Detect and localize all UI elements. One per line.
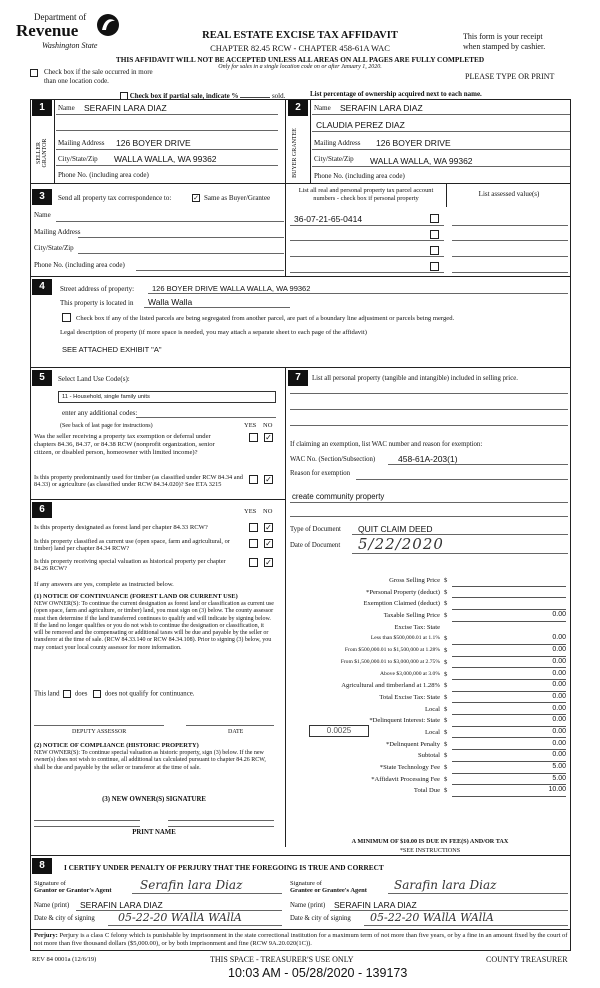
tax-row	[290, 623, 570, 635]
tax-row-value[interactable]: 5.00	[452, 763, 566, 774]
tax-row-dollar: $	[444, 635, 448, 643]
tax-row	[290, 775, 570, 787]
tax-row-dollar: $	[444, 588, 448, 596]
tax-row-dollar: $	[444, 787, 448, 795]
grantor-date-field[interactable]: 05-22-20 WAllA WAllA	[118, 911, 242, 924]
tax-row-dollar: $	[444, 670, 448, 678]
segregated-checkbox[interactable]	[62, 313, 71, 322]
tax-row-label: From $1,500,000.01 to $3,000,000 at 2.75%	[340, 658, 440, 665]
tax-row-label: Excise Tax: State	[394, 623, 440, 631]
tax-row	[290, 576, 570, 588]
tax-row	[290, 646, 570, 658]
please-type-label: PLEASE TYPE OR PRINT	[465, 72, 555, 81]
s5-no-label: NO	[263, 422, 273, 429]
legal-description-label: Legal description of property (if more space is needed, you may attach a separate sheet to each page of the affidavit)	[60, 329, 367, 336]
tax-row-dollar: $	[444, 600, 448, 608]
tax-row-dollar: $	[444, 775, 448, 783]
tax-row-dollar: $	[444, 577, 448, 584]
additional-codes-label: enter any additional codes:	[62, 409, 138, 417]
s6-no-label: NO	[263, 508, 273, 515]
doc-date-label: Date of Document	[290, 542, 341, 549]
treasurer-stamp: 10:03 AM - 05/28/2020 - 139173	[228, 966, 408, 980]
section-6-badge: 6	[32, 502, 52, 518]
section-1-badge: 1	[32, 100, 52, 116]
correspondence-city-label: City/State/Zip	[34, 244, 74, 252]
revenue-label: Revenue	[16, 21, 79, 40]
partial-sale-field[interactable]	[240, 90, 270, 98]
s5-q1-label: Was the seller receiving a property tax exemption or deferral under chapters 84.36, 84.37, or 84.38 RCW (nonprofit organization, senior citizen, or disabled person, homeowner with limited income)?	[34, 433, 215, 456]
land-does-not-checkbox[interactable]	[93, 690, 101, 698]
s6-q3-no-checkbox[interactable]: ✓	[265, 558, 272, 567]
located-in-label: This property is located in	[60, 299, 134, 307]
tax-row-label: Exemption Claimed (deduct)	[363, 600, 440, 608]
street-address-field[interactable]: 126 BOYER DRIVE WALLA WALLA, WA 99362	[152, 284, 311, 293]
see-back-label: (See back of last page for instructions)	[60, 423, 153, 429]
revenue-logo	[14, 10, 126, 54]
tax-row-dollar: $	[444, 764, 448, 771]
correspondence-name-label: Name	[34, 211, 51, 219]
multi-location-label: Check box if the sale occurred in more than one location code.	[44, 68, 153, 85]
form-chapter: CHAPTER 82.45 RCW - CHAPTER 458-61A WAC	[210, 43, 390, 53]
tax-row-value[interactable]: 0.00	[452, 693, 566, 704]
tax-row-value[interactable]: 0.00	[452, 634, 566, 645]
parcel-3-checkbox[interactable]	[430, 246, 439, 255]
grantee-sig-label: Signature of Grantee or Grantee's Agent	[290, 880, 367, 894]
notice-1-body: NEW OWNER(S): To continue the current designation as forest land or classification as current use (open space, farm and agriculture, or timber) land, you must sign on (3) below. The county assessor must then determine if the land transferred continues to qualify and will indicate by signing below. If the land no longer qualifies or you do not wish to continue the designation or classification, it will be removed and the compensating or additional taxes will be due and payable by the seller or transferor at the time of sale. (RCW 84.33.140 or RCW 84.34.108). Prior to signing (3) below, you may contact your local county assessor for more information.	[34, 601, 274, 651]
section-2-badge: 2	[288, 100, 308, 116]
tax-row-value[interactable]: 0.00	[452, 705, 566, 716]
parcel-2-checkbox[interactable]	[430, 230, 439, 239]
tax-row-dollar: $	[444, 705, 448, 713]
form-revision: REV 84 0001a (12/6/19)	[32, 956, 97, 963]
list-percentage-note: List percentage of ownership acquired next to each name.	[310, 90, 482, 98]
tax-row	[290, 681, 570, 693]
s6-q2-label: Is this property classified as current use (open space, farm and agricultural, or timber) land per chapter 84.34 RCW?	[34, 538, 230, 552]
dept-of-label: Department of	[34, 12, 87, 22]
tax-row-label: *State Technology Fee	[379, 764, 440, 771]
tax-row-value[interactable]	[452, 576, 566, 587]
tax-row-value[interactable]: 0.00	[452, 728, 566, 739]
street-address-label: Street address of property:	[60, 285, 135, 293]
tax-row-value[interactable]: 0.00	[452, 740, 566, 751]
grantee-date-label: Date & city of signing	[290, 915, 351, 922]
section-7-badge: 7	[288, 370, 308, 386]
tax-row	[290, 599, 570, 611]
tax-row	[290, 751, 570, 763]
tax-row-dollar: $	[444, 717, 448, 725]
land-use-code-field[interactable]: 11 - Household, single family units	[58, 391, 276, 403]
treasurer-use-label: THIS SPACE - TREASURER'S USE ONLY	[210, 955, 354, 964]
seller-city-field[interactable]: WALLA WALLA, WA 99362	[114, 154, 217, 164]
tax-row	[290, 588, 570, 600]
tax-row-dollar: $	[444, 752, 448, 760]
sold-label: sold.	[271, 92, 286, 100]
if-yes-label: If any answers are yes, complete as instructed below.	[34, 581, 174, 588]
section-8-badge: 8	[32, 858, 52, 874]
tax-row-label: Total Due	[413, 787, 440, 795]
local-rate-field[interactable]: 0.0025	[309, 725, 369, 737]
certify-statement: I CERTIFY UNDER PENALTY OF PERJURY THAT THE FOREGOING IS TRUE AND CORRECT	[64, 863, 384, 872]
revenue-swoosh-icon	[96, 12, 120, 38]
tax-row-value[interactable]: 0.00	[452, 658, 566, 669]
tax-row-label: *Delinquent Penalty	[385, 740, 440, 748]
tax-row	[290, 611, 570, 623]
correspondence-phone-label: Phone No. (including area code)	[34, 261, 125, 269]
seller-mail-label: Mailing Address	[58, 139, 105, 147]
grantee-signature[interactable]: Sarafin lara Diaz	[394, 878, 497, 892]
form-title: REAL ESTATE EXCISE TAX AFFIDAVIT	[202, 30, 398, 41]
tax-row-label: Total Excise Tax: State	[379, 693, 440, 701]
tax-row-dollar: $	[444, 740, 448, 748]
multi-location-checkbox[interactable]	[30, 69, 38, 77]
same-as-buyer-checkbox[interactable]: ✓	[193, 194, 199, 202]
s5-q2-label: Is this property predominantly used for timber (as classified under RCW 84.34 and 84.33) or agriculture (as classified under RCW 84.34.020)? See ETA 3215	[34, 474, 243, 488]
tax-row-value[interactable]: 5.00	[452, 775, 566, 786]
section-5-badge: 5	[32, 370, 52, 386]
tax-row-value[interactable]	[452, 599, 566, 610]
tax-row	[290, 670, 570, 682]
s5-q1-yes-checkbox[interactable]	[249, 433, 258, 442]
land-does-not-label: does not qualify for continuance.	[104, 690, 195, 698]
tax-row-dollar: $	[444, 682, 448, 690]
tax-row-label: *Delinquent Interest: State	[369, 717, 440, 725]
tax-row-label: Subtotal	[418, 752, 440, 760]
buyer-mail-label: Mailing Address	[314, 139, 361, 147]
parcel-1-checkbox[interactable]	[430, 214, 439, 223]
s6-q2-no-checkbox[interactable]: ✓	[265, 539, 272, 548]
print-name-label: PRINT NAME	[132, 829, 176, 836]
grantor-signature[interactable]: Serafin lara Diaz	[140, 878, 243, 892]
tax-row-label: *Personal Property (deduct)	[366, 588, 440, 596]
deputy-assessor-label: DEPUTY ASSESSOR	[72, 729, 127, 735]
tax-row-value[interactable]: 0.00	[452, 611, 566, 622]
tax-row-dollar: $	[444, 728, 448, 736]
buyer-name-label: Name	[314, 104, 331, 112]
buyer-mail-field[interactable]: 126 BOYER DRIVE	[376, 138, 451, 148]
tax-row	[290, 763, 570, 775]
receipt-note-2: when stamped by cashier.	[463, 42, 546, 51]
form-warning: THIS AFFIDAVIT WILL NOT BE ACCEPTED UNLESS ALL AREAS ON ALL PAGES ARE FULLY COMPLETED	[115, 55, 485, 64]
legal-description-field[interactable]: SEE ATTACHED EXHIBIT "A"	[62, 345, 162, 354]
tax-row-label: Local	[424, 728, 440, 736]
tax-row-value[interactable]: 0.00	[452, 751, 566, 762]
tax-row	[290, 634, 570, 646]
tax-row-value[interactable]	[452, 588, 566, 599]
tax-row-label: Less than $500,000.01 at 1.1%	[370, 635, 440, 642]
buyer-city-label: City/State/Zip	[314, 155, 354, 163]
tax-row	[290, 705, 570, 717]
tax-row-label: From $500,000.01 to $1,500,000 at 1.28%	[344, 647, 440, 654]
tax-row	[290, 786, 570, 798]
county-treasurer-label: COUNTY TREASURER	[486, 955, 568, 964]
grantor-print-field[interactable]: SERAFIN LARA DIAZ	[80, 900, 163, 910]
this-land-row	[34, 690, 194, 698]
grantor-print-label: Name (print)	[34, 902, 70, 909]
doc-date-field[interactable]: 5/22/2020	[358, 535, 444, 553]
tax-table	[290, 576, 570, 798]
tax-row-dollar: $	[444, 612, 448, 620]
tax-row-value[interactable]: 0.00	[452, 646, 566, 657]
s6-q1-label: Is this property designated as forest land per chapter 84.33 RCW?	[34, 524, 208, 531]
claiming-exemption-label: If claiming an exemption, list WAC number and reason for exemption:	[290, 441, 483, 448]
tax-row-label: Local	[424, 705, 440, 713]
segregated-label: Check box if any of the listed parcels are being segregated from another parcel, are part of a boundary line adjustment or parcels being merged.	[76, 315, 455, 322]
s5-q1-no-checkbox[interactable]: ✓	[265, 433, 272, 442]
tax-row-label: Above $3,000,000 at 3.0%	[380, 670, 440, 677]
notice-2-title: (2) NOTICE OF COMPLIANCE (HISTORIC PROPERTY)	[34, 742, 199, 749]
tax-row-value[interactable]: 0.00	[452, 670, 566, 681]
tax-row-value[interactable]: 10.00	[452, 786, 566, 797]
s6-q1-yes-checkbox[interactable]	[249, 523, 258, 532]
assessed-header: List assessed value(s)	[478, 190, 540, 198]
washington-state-label: Washington State	[42, 41, 98, 50]
grantee-print-field[interactable]: SERAFIN LARA DIAZ	[334, 900, 417, 910]
doc-type-label: Type of Document	[290, 526, 341, 533]
parcel-4-checkbox[interactable]	[430, 262, 439, 271]
tax-row-label: *Affidavit Processing Fee	[371, 775, 440, 783]
seller-mail-field[interactable]: 126 BOYER DRIVE	[116, 138, 191, 148]
land-use-label: Select Land Use Code(s):	[58, 375, 130, 383]
located-in-field[interactable]: Walla Walla	[148, 297, 193, 307]
tax-row-dollar: $	[444, 693, 448, 701]
notice-1-title: (1) NOTICE OF CONTINUANCE (FOREST LAND OR CURRENT USE)	[34, 593, 238, 600]
buyer-city-field[interactable]: WALLA WALLA, WA 99362	[370, 156, 473, 166]
send-correspondence-label: Send all property tax correspondence to:	[58, 194, 172, 202]
wac-field[interactable]: 458-61A-203(1)	[398, 454, 458, 464]
seller-name-label: Name	[58, 104, 75, 112]
parcel-header: List all real and personal property tax parcel account numbers - check box if personal property	[298, 187, 434, 202]
grantor-date-label: Date & city of signing	[34, 915, 95, 922]
tax-row-value[interactable]: 0.00	[452, 716, 566, 727]
seller-phone-label: Phone No. (including area code)	[58, 171, 149, 179]
parcel-1-field[interactable]: 36-07-21-65-0414	[294, 214, 363, 224]
receipt-note-1: This form is your receipt	[463, 32, 543, 41]
new-owner-signature-label: (3) NEW OWNER(S) SIGNATURE	[102, 796, 206, 803]
assessor-date-label: DATE	[228, 729, 244, 735]
buyer-name-1-field[interactable]: SERAFIN LARA DIAZ	[340, 103, 423, 113]
s5-q2-yes-checkbox[interactable]	[249, 475, 258, 484]
tax-row	[290, 658, 570, 670]
s6-yes-label: YES	[244, 508, 257, 515]
grantee-date-field[interactable]: 05-22-20 WAllA WAllA	[370, 911, 494, 924]
buyer-name-2-field[interactable]: CLAUDIA PEREZ DIAZ	[316, 120, 405, 130]
grantee-print-label: Name (print)	[290, 902, 326, 909]
section-4-badge: 4	[32, 279, 52, 295]
seller-name-field[interactable]: SERAFIN LARA DIAZ	[84, 103, 167, 113]
seller-city-label: City/State/Zip	[58, 155, 98, 163]
buyer-phone-label: Phone No. (including area code)	[314, 172, 405, 180]
same-as-buyer-label: Same as Buyer/Grantee	[204, 194, 271, 202]
tax-row	[290, 740, 570, 752]
tax-row	[290, 693, 570, 705]
s6-q1-no-checkbox[interactable]: ✓	[265, 523, 272, 532]
s5-q2-no-checkbox[interactable]: ✓	[265, 475, 272, 484]
partial-sale-label: Check box if partial sale, indicate %	[129, 92, 239, 100]
buyer-side-label: BUYER GRANTEE	[292, 128, 298, 178]
tax-row-dollar: $	[444, 658, 448, 666]
reason-label: Reason for exemption	[290, 470, 351, 477]
see-instructions-note: *SEE INSTRUCTIONS	[399, 847, 461, 854]
land-does-checkbox[interactable]	[63, 690, 71, 698]
s5-yes-label: YES	[244, 422, 257, 429]
doc-type-field[interactable]: QUIT CLAIM DEED	[358, 524, 433, 534]
s6-q3-label: Is this property receiving special valuation as historical property per chapter 84.26 RCW?	[34, 558, 226, 572]
s6-q2-yes-checkbox[interactable]	[249, 539, 258, 548]
multi-location-row	[30, 68, 160, 86]
this-land-label: This land	[34, 690, 60, 698]
seller-side-label: SELLER GRANTOR	[36, 138, 48, 168]
wac-label: WAC No. (Section/Subsection)	[290, 456, 376, 463]
tax-row-dollar: $	[444, 647, 448, 655]
notice-2-body: NEW OWNER(S): To continue special valuation as historic property, sign (3) below. If the new owner(s) does not wish to continue, all additional tax calculated pursuant to chapter 84.26 RCW, shall be due and payable by the seller or transferor at the time of sale.	[34, 750, 266, 771]
tax-row-label: Taxable Selling Price	[383, 612, 440, 620]
tax-row-value[interactable]: 0.00	[452, 681, 566, 692]
personal-property-label: List all personal property (tangible and intangible) included in selling price.	[312, 375, 518, 382]
only-for-note: Only for sales in a single location code on or after January 1, 2020.	[218, 64, 382, 70]
perjury-notice: Perjury: Perjury is a class C felony which is punishable by imprisonment in the state correctional institution for a maximum term of not more than five years, or by a fine in an amount fixed by the court of not more than five thousand dollars ($5,000.00), or by both imprisonment and fine (RCW 9A.20.020(1C)).	[34, 932, 568, 947]
s6-q3-yes-checkbox[interactable]	[249, 558, 258, 567]
tax-row-label: Agricultural and timberland at 1.28%	[341, 682, 440, 690]
tax-row-label: Gross Selling Price	[389, 577, 440, 584]
minimum-due-note: A MINIMUM OF $10.00 IS DUE IN FEE(S) AND/OR TAX	[351, 838, 509, 845]
section-3-badge: 3	[32, 189, 52, 205]
correspondence-mail-label: Mailing Address	[34, 228, 81, 236]
grantor-sig-label: Signature of Grantor or Grantor's Agent	[34, 880, 112, 894]
reason-field[interactable]: create community property	[292, 492, 385, 501]
land-does-label: does	[74, 690, 88, 698]
